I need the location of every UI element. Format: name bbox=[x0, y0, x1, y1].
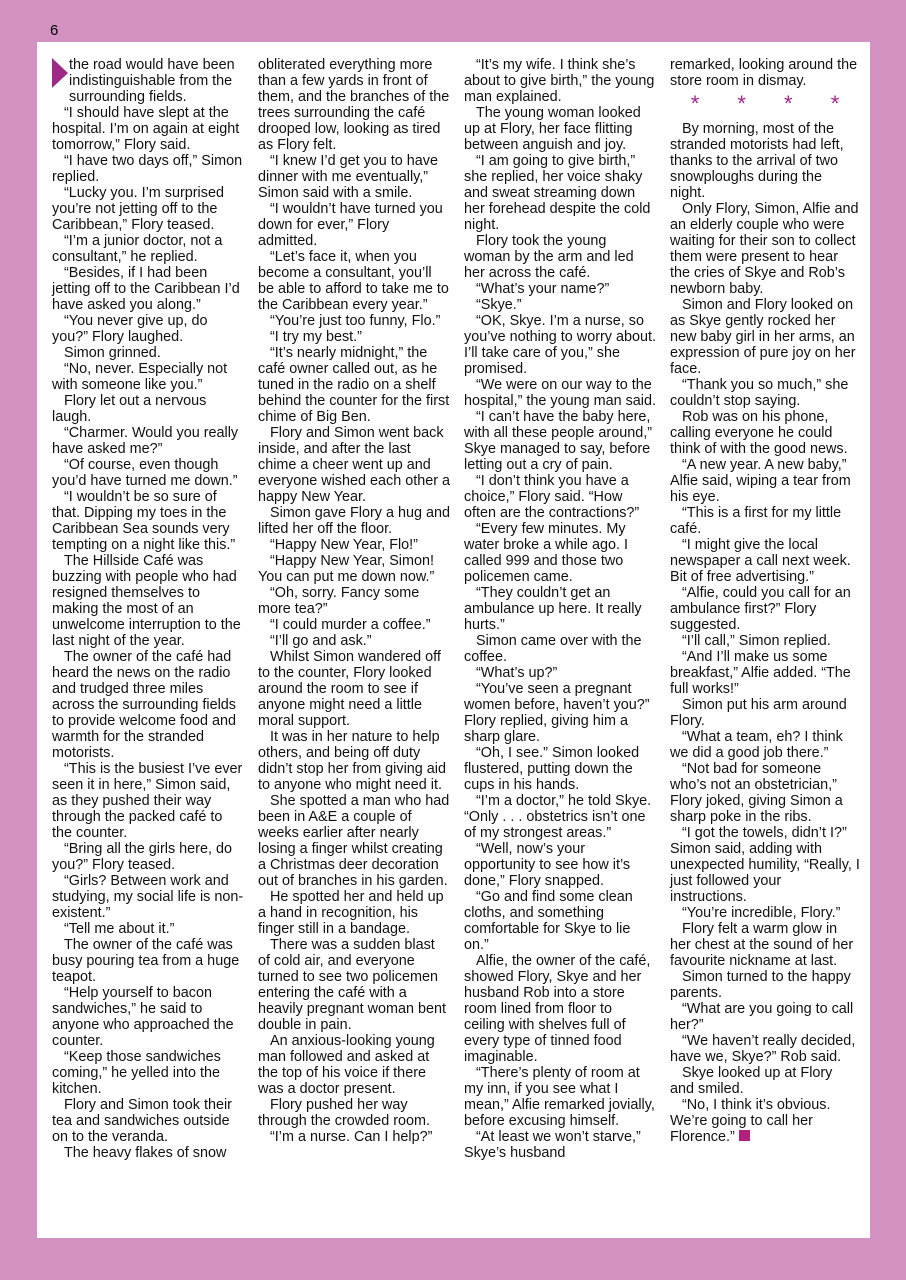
opening-paragraph bbox=[52, 57, 244, 105]
paragraph: “I wouldn’t be so sure of that. Dipping my toes in the Caribbean Sea sounds very tempting on a night like this.” bbox=[52, 489, 236, 553]
paragraph: “Keep those sandwiches coming,” he yelled into the kitchen. bbox=[52, 1049, 221, 1097]
column-3 bbox=[464, 57, 656, 1161]
paragraph: “At least we won’t starve,” Skye’s husband bbox=[464, 1129, 641, 1161]
paragraph: Alfie, the owner of the café, showed Flory, Skye and her husband Rob into a store room lined from floor to ceiling with shelves full of every type of tinned food imaginable. bbox=[464, 953, 651, 1065]
paragraph: There was a sudden blast of cold air, and everyone turned to see two policemen entering the café with a heavily pregnant woman bent double in pain. bbox=[258, 937, 446, 1033]
paragraph: “I don’t think you have a choice,” Flory said. “How often are the contractions?” bbox=[464, 473, 640, 521]
paragraph: “I should have slept at the hospital. I’m on again at eight tomorrow,” Flory said. bbox=[52, 105, 240, 153]
paragraph: The owner of the café was busy pouring tea from a huge teapot. bbox=[52, 937, 240, 985]
column-4 bbox=[670, 57, 860, 1145]
paragraph: “Not bad for someone who’s not an obstetrician,” Flory joked, giving Simon a sharp poke in the ribs. bbox=[670, 761, 843, 825]
paragraph: “Happy New Year, Flo!” bbox=[270, 537, 418, 553]
paragraph: Whilst Simon wandered off to the counter, Flory looked around the room to see if anyone might need a little moral support. bbox=[258, 649, 441, 729]
page-number: 6 bbox=[50, 22, 59, 39]
paragraph: Simon gave Flory a hug and lifted her off the floor. bbox=[258, 505, 450, 537]
paragraph: “Let’s face it, when you become a consultant, you’ll be able to afford to take me to the Caribbean every year.” bbox=[258, 249, 449, 313]
paragraph: Flory and Simon took their tea and sandwiches outside on to the veranda. bbox=[52, 1097, 232, 1145]
paragraph: Simon came over with the coffee. bbox=[464, 633, 642, 665]
paragraph: Simon turned to the happy parents. bbox=[670, 969, 851, 1001]
paragraph: An anxious-looking young man followed and asked at the top of his voice if there was a doctor present. bbox=[258, 1033, 435, 1097]
paragraph: “You’re just too funny, Flo.” bbox=[270, 313, 441, 329]
paragraph: “You’ve seen a pregnant women before, haven’t you?” Flory replied, giving him a sharp glare. bbox=[464, 681, 650, 745]
paragraph: “I wouldn’t have turned you down for ever,” Flory admitted. bbox=[258, 201, 443, 249]
paragraph: The heavy flakes of snow bbox=[64, 1145, 227, 1161]
paragraph: By morning, most of the stranded motorists had left, thanks to the arrival of two snowploughs during the night. bbox=[670, 121, 844, 201]
paragraph: Simon grinned. bbox=[64, 345, 161, 361]
paragraph: Flory took the young woman by the arm and led her across the café. bbox=[464, 233, 634, 281]
paragraph: “Charmer. Would you really have asked me?” bbox=[52, 425, 239, 457]
paragraph: obliterated everything more than a few yards in front of them, and the branches of the trees surrounding the café drooped low, looking as tired as Flory felt. bbox=[258, 57, 450, 153]
paragraph: “It’s nearly midnight,” the café owner called out, as he tuned in the radio on a shelf behind the counter for the first chime of Big Ben. bbox=[258, 345, 450, 425]
paragraph: It was in her nature to help others, and being off duty didn’t stop her from giving aid to anyone who might need it. bbox=[258, 729, 446, 793]
paragraph: Flory pushed her way through the crowded room. bbox=[258, 1097, 430, 1129]
paragraph: She spotted a man who had been in A&E a couple of weeks earlier after nearly losing a finger whilst creating a Christmas deer decoration out of branches in his garden. bbox=[258, 793, 450, 889]
paragraph: “I try my best.” bbox=[270, 329, 362, 345]
paragraph: “I am going to give birth,” she replied, her voice shaky and sweat streaming down her forehead despite the cold night. bbox=[464, 153, 651, 233]
paragraph: “You never give up, do you?” Flory laughed. bbox=[52, 313, 208, 345]
paragraph: Simon put his arm around Flory. bbox=[670, 697, 847, 729]
paragraph: “It’s my wife. I think she’s about to give birth,” the young man explained. bbox=[464, 57, 655, 105]
paragraph: “Every few minutes. My water broke a while ago. I called 999 and those two policemen came. bbox=[464, 521, 628, 585]
paragraph: “Thank you so much,” she couldn’t stop saying. bbox=[670, 377, 849, 409]
paragraph: “OK, Skye. I’m a nurse, so you’ve nothing to worry about. I’ll take care of you,” she promised. bbox=[464, 313, 656, 377]
paragraph: Flory let out a nervous laugh. bbox=[52, 393, 207, 425]
paragraph: “Help yourself to bacon sandwiches,” he said to anyone who approached the counter. bbox=[52, 985, 234, 1049]
paragraph: Flory and Simon went back inside, and after the last chime a cheer went up and everyone wished each other a happy New Year. bbox=[258, 425, 450, 505]
paragraph: “What a team, eh? I think we did a good job there.” bbox=[670, 729, 843, 761]
paragraph: “No, never. Especially not with someone like you.” bbox=[52, 361, 228, 393]
paragraph: “I’m a doctor,” he told Skye. “Only . . . obstetrics isn’t one of my strongest areas.” bbox=[464, 793, 652, 841]
paragraph: “Lucky you. I’m surprised you’re not jetting off to the Caribbean,” Flory teased. bbox=[52, 185, 224, 233]
continuation-arrow-icon bbox=[52, 58, 68, 88]
paragraph: “I’m a junior doctor, not a consultant,” he replied. bbox=[52, 233, 223, 265]
paragraph: “Well, now’s your opportunity to see how it’s done,” Flory snapped. bbox=[464, 841, 631, 889]
paragraph: “Bring all the girls here, do you?” Flory teased. bbox=[52, 841, 232, 873]
paragraph: “I can’t have the baby here, with all these people around,” Skye managed to say, before letting out a cry of pain. bbox=[464, 409, 652, 473]
paragraph: remarked, looking around the store room in dismay. bbox=[670, 57, 858, 89]
paragraph: “I might give the local newspaper a call next week. Bit of free advertising.” bbox=[670, 537, 851, 585]
paragraph: “Go and find some clean cloths, and something comfortable for Skye to lie on.” bbox=[464, 889, 633, 953]
paragraph: “Oh, I see.” Simon looked flustered, putting down the cups in his hands. bbox=[464, 745, 640, 793]
paragraph: “Happy New Year, Simon! You can put me down now.” bbox=[258, 553, 435, 585]
paragraph: “Skye.” bbox=[476, 297, 522, 313]
paragraph: “What are you going to call her?” bbox=[670, 1001, 854, 1033]
paragraph: Skye looked up at Flory and smiled. bbox=[670, 1065, 833, 1097]
paragraph: “We haven’t really decided, have we, Skye?” Rob said. bbox=[670, 1033, 856, 1065]
column-1 bbox=[52, 57, 244, 1161]
paragraph: “I knew I’d get you to have dinner with me eventually,” Simon said with a smile. bbox=[258, 153, 438, 201]
paragraph: Simon and Flory looked on as Skye gently rocked her new baby girl in her arms, an expression of pure joy on her face. bbox=[670, 297, 856, 377]
story-page bbox=[37, 42, 870, 1238]
paragraph: Only Flory, Simon, Alfie and an elderly couple who were waiting for their son to collect them were present to hear the cries of Skye and Rob’s newborn baby. bbox=[670, 201, 859, 297]
paragraph: He spotted her and held up a hand in recognition, his finger still in a bandage. bbox=[258, 889, 444, 937]
paragraph: “There’s plenty of room at my inn, if you see what I mean,” Alfie remarked jovially, before excusing himself. bbox=[464, 1065, 655, 1129]
scene-break-stars: * * * * bbox=[690, 91, 856, 116]
paragraph: “I got the towels, didn’t I?” Simon said, adding with unexpected humility, “Really, I just followed your instructions. bbox=[670, 825, 860, 905]
paragraph: “What’s your name?” bbox=[476, 281, 610, 297]
final-paragraph bbox=[670, 1097, 860, 1145]
paragraph: “Alfie, could you call for an ambulance first?” Flory suggested. bbox=[670, 585, 851, 633]
end-of-story-square-icon bbox=[739, 1130, 750, 1141]
paragraph: “And I’ll make us some breakfast,” Alfie added. “The full works!” bbox=[670, 649, 851, 697]
paragraph: The young woman looked up at Flory, her face flitting between anguish and joy. bbox=[464, 105, 641, 153]
paragraph: “What’s up?” bbox=[476, 665, 558, 681]
column-2 bbox=[258, 57, 450, 1145]
paragraph: “I’ll call,” Simon replied. bbox=[682, 633, 831, 649]
paragraph: “Tell me about it.” bbox=[64, 921, 175, 937]
paragraph: The Hillside Café was buzzing with people who had resigned themselves to making the most of an unwelcome interruption to the last night of the year. bbox=[52, 553, 241, 649]
final-line: “No, I think it’s obvious. We’re going to call her Florence.” bbox=[670, 1097, 831, 1145]
paragraph: “Of course, even though you’d have turned me down.” bbox=[52, 457, 238, 489]
paragraph: Flory felt a warm glow in her chest at the sound of her favourite nickname at last. bbox=[670, 921, 854, 969]
paragraph: “Girls? Between work and studying, my social life is non-existent.” bbox=[52, 873, 244, 921]
paragraph: “A new year. A new baby,” Alfie said, wiping a tear from his eye. bbox=[670, 457, 851, 505]
opening-text: the road would have been indistinguishable from the surrounding fields. bbox=[69, 57, 235, 105]
paragraph: “I’ll go and ask.” bbox=[270, 633, 372, 649]
paragraph: “Besides, if I had been jetting off to the Caribbean I’d have asked you along.” bbox=[52, 265, 240, 313]
paragraph: “This is the busiest I’ve ever seen it in here,” Simon said, as they pushed their way through the packed café to the counter. bbox=[52, 761, 243, 841]
paragraph: The owner of the café had heard the news on the radio and trudged three miles across the surrounding fields to provide welcome food and warmth for the stranded motorists. bbox=[52, 649, 236, 761]
paragraph: “We were on our way to the hospital,” the young man said. bbox=[464, 377, 656, 409]
paragraph: Rob was on his phone, calling everyone he could think of with the good news. bbox=[670, 409, 848, 457]
paragraph: “I could murder a coffee.” bbox=[270, 617, 431, 633]
paragraph: “I have two days off,” Simon replied. bbox=[52, 153, 243, 185]
paragraph: “Oh, sorry. Fancy some more tea?” bbox=[258, 585, 420, 617]
paragraph: “They couldn’t get an ambulance up here. It really hurts.” bbox=[464, 585, 642, 633]
paragraph: “You’re incredible, Flory.” bbox=[682, 905, 841, 921]
paragraph: “I’m a nurse. Can I help?” bbox=[270, 1129, 433, 1145]
paragraph: “This is a first for my little café. bbox=[670, 505, 842, 537]
